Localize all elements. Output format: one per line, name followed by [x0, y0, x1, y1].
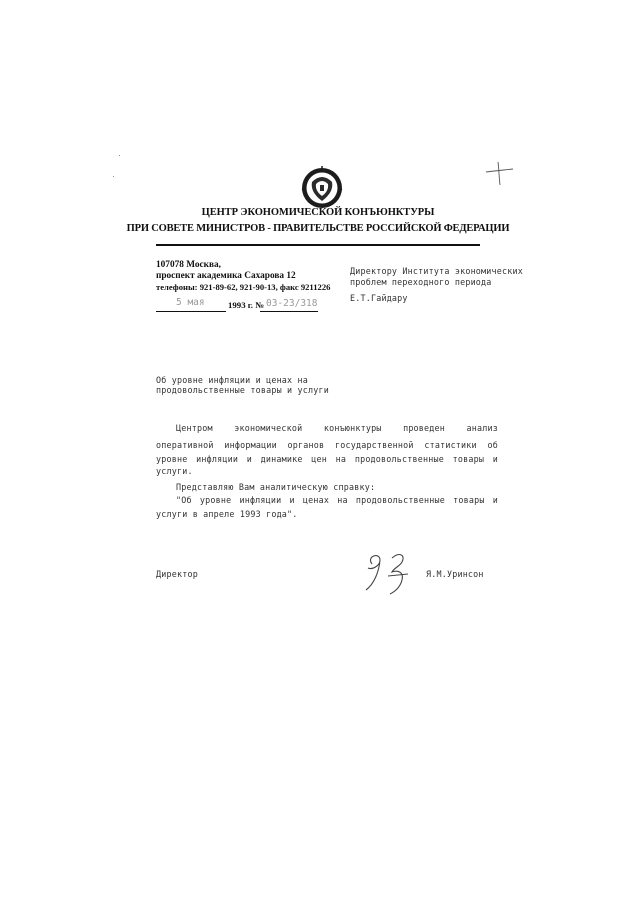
sender-phones: телефоны: 921-89-62, 921-90-13, факс 9211226 — [156, 282, 331, 292]
subject-line1: Об уровне инфляции и ценах на — [156, 375, 309, 385]
recipient-line1: Директору Института экономических — [350, 266, 523, 276]
state-emblem-icon — [300, 166, 344, 210]
recipient-line2: проблем переходного периода — [350, 277, 492, 287]
outgoing-year-label: 1993 г. № — [228, 300, 265, 310]
closing-name: Я.М.Уринсон — [426, 569, 484, 579]
handwritten-signature — [358, 550, 428, 595]
scan-speck — [119, 155, 120, 156]
corner-cross-mark — [484, 160, 514, 186]
outgoing-number: 03-23/318 — [266, 298, 318, 309]
body-paragraph2-line2: "Об уровне инфляции и ценах на продовольственные товары и — [176, 495, 498, 505]
body-paragraph1-line2: оперативной информации органов государственной статистики об — [156, 440, 498, 450]
body-paragraph1-line4: услуги. — [156, 466, 193, 476]
outgoing-date: 5 мая — [176, 297, 205, 308]
subject-line2: продовольственные товары и услуги — [156, 385, 329, 395]
org-name-line2: ПРИ СОВЕТЕ МИНИСТРОВ - ПРАВИТЕЛЬСТВЕ РОССИЙСКОЙ ФЕДЕРАЦИИ — [126, 223, 510, 234]
body-paragraph2-line1: Представляю Вам аналитическую справку: — [176, 482, 376, 492]
scan-speck — [113, 176, 114, 177]
recipient-name: Е.Т.Гайдару — [350, 293, 408, 303]
letterhead-rule — [156, 244, 480, 246]
number-underline — [260, 311, 318, 312]
body-paragraph1-line3: уровне инфляции и динамике цен на продовольственные товары и — [156, 454, 498, 464]
closing-position: Директор — [156, 569, 198, 579]
sender-postcode-city: 107078 Москва, — [156, 260, 221, 270]
body-paragraph1-line1: Центром экономической конъюнктуры проведен анализ — [176, 423, 498, 433]
body-paragraph2-line3: услуги в апреле 1993 года". — [156, 509, 298, 519]
org-name-line1: ЦЕНТР ЭКОНОМИЧЕСКОЙ КОНЪЮНКТУРЫ — [201, 207, 435, 218]
date-underline — [156, 311, 226, 312]
sender-street: проспект академика Сахарова 12 — [156, 271, 296, 281]
